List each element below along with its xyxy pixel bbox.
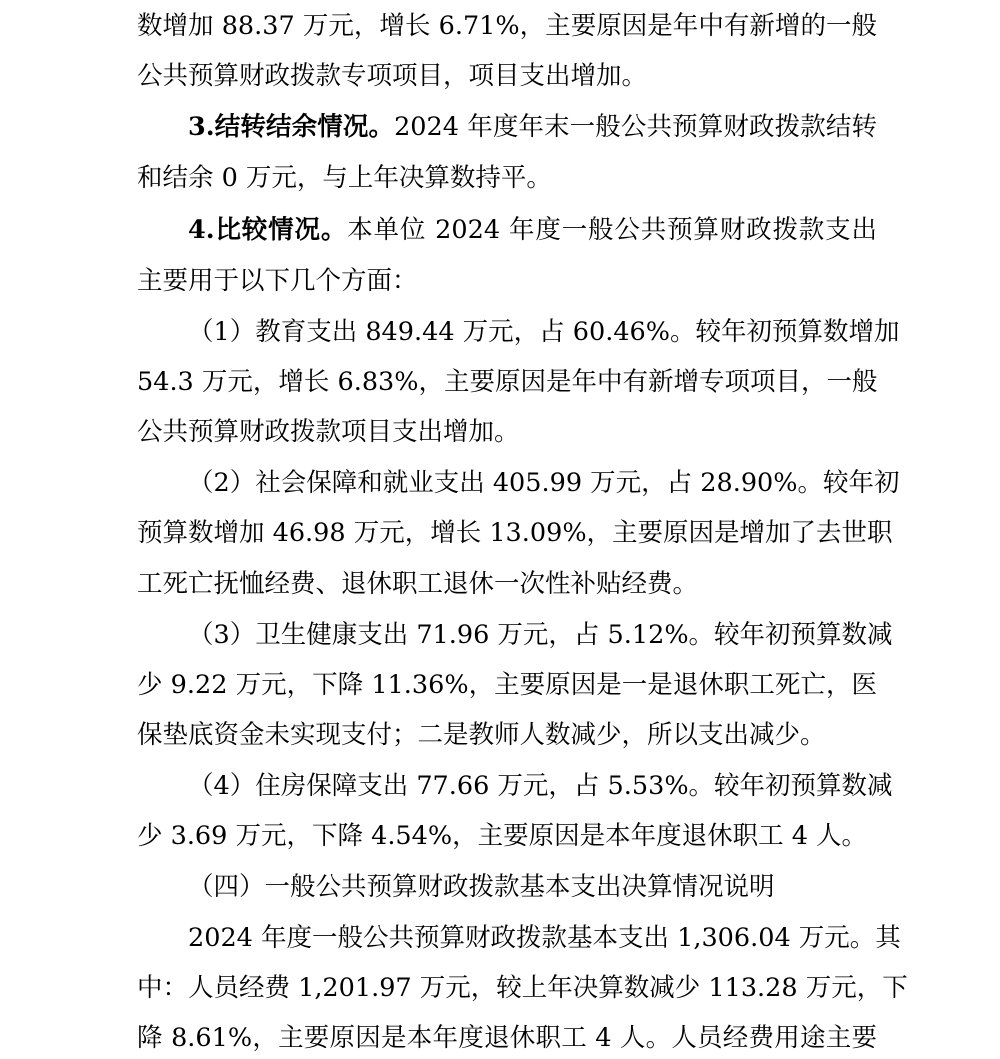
text-fragment: 2024 年度年末一般公共预算财政拨款结转	[394, 112, 877, 142]
text-line: 2024 年度一般公共预算财政拨款基本支出 1,306.04 万元。其	[188, 923, 901, 953]
text-line: （4）住房保障支出 77.66 万元，占 5.53%。较年初预算数减	[188, 771, 893, 801]
section-paragraph-carryover	[188, 109, 877, 145]
text-line: 预算数增加 46.98 万元，增长 13.09%，主要原因是增加了去世职	[137, 518, 893, 548]
text-line: 主要用于以下几个方面：	[137, 266, 418, 296]
section-heading: 3.结转结余情况。	[188, 112, 395, 142]
section-heading: 4.比较情况。	[188, 215, 348, 245]
text-line: 降 8.61%，主要原因是本年度退休职工 4 人。人员经费用途主要	[137, 1023, 877, 1053]
text-line: 数增加 88.37 万元，增长 6.71%，主要原因是年中有新增的一般	[137, 11, 877, 41]
text-fragment: 本单位 2024 年度一般公共预算财政拨款支出	[347, 215, 877, 245]
text-line: 工死亡抚恤经费、退休职工退休一次性补贴经费。	[137, 569, 699, 599]
text-line: 少 9.22 万元，下降 11.36%，主要原因是一是退休职工死亡，医	[137, 670, 877, 700]
text-line: 公共预算财政拨款专项项目，项目支出增加。	[137, 61, 648, 91]
subsection-heading: （四）一般公共预算财政拨款基本支出决算情况说明	[188, 872, 775, 902]
text-line: 和结余 0 万元，与上年决算数持平。	[137, 163, 552, 193]
text-line: 54.3 万元，增长 6.83%，主要原因是年中有新增专项项目，一般	[137, 367, 878, 397]
text-line: （2）社会保障和就业支出 405.99 万元，占 28.90%。较年初	[188, 468, 900, 498]
text-line: 少 3.69 万元，下降 4.54%，主要原因是本年度退休职工 4 人。	[137, 821, 868, 851]
section-paragraph-comparison	[188, 212, 877, 248]
text-line: 中：人员经费 1,201.97 万元，较上年决算数减少 113.28 万元，下	[137, 973, 908, 1003]
text-line: （1）教育支出 849.44 万元，占 60.46%。较年初预算数增加	[188, 317, 900, 347]
text-line: 公共预算财政拨款项目支出增加。	[137, 417, 520, 447]
text-line: 保垫底资金未实现支付；二是教师人数减少，所以支出减少。	[137, 720, 826, 750]
text-line: （3）卫生健康支出 71.96 万元，占 5.12%。较年初预算数减	[188, 620, 893, 650]
